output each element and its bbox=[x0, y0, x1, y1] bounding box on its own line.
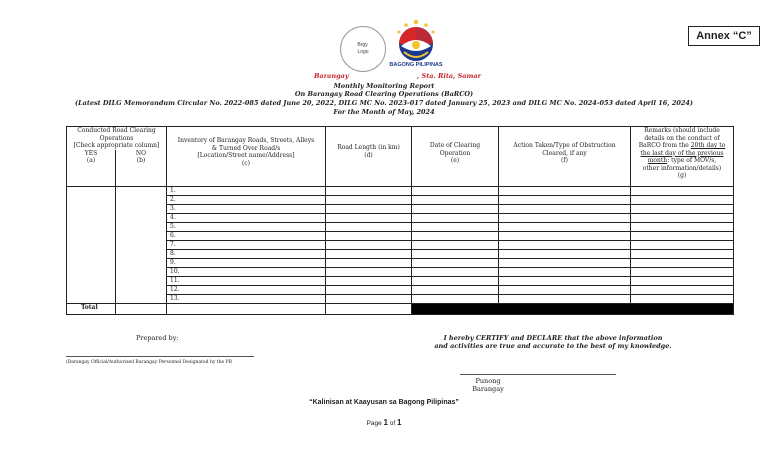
road-length-cell[interactable] bbox=[326, 258, 412, 267]
yes-header: YES (a) bbox=[67, 150, 116, 187]
remarks-cell[interactable] bbox=[631, 285, 734, 294]
remarks-cell[interactable] bbox=[631, 186, 734, 195]
table-row bbox=[67, 204, 734, 213]
report-title: Monthly Monitoring Report bbox=[333, 82, 435, 90]
date-cell[interactable] bbox=[412, 249, 499, 258]
date-cell[interactable] bbox=[412, 294, 499, 303]
barangay-location-line bbox=[280, 72, 520, 81]
remarks-cell[interactable] bbox=[631, 276, 734, 285]
table-row bbox=[67, 231, 734, 240]
no-header: NO (b) bbox=[116, 150, 167, 187]
inventory-cell[interactable]: 6. bbox=[167, 231, 326, 240]
road-length-cell[interactable] bbox=[326, 276, 412, 285]
bagong-pilipinas-wordmark: BAGONG PILIPINAS bbox=[389, 62, 443, 68]
date-cell[interactable] bbox=[412, 186, 499, 195]
total-label: Total bbox=[67, 303, 116, 314]
date-cell[interactable] bbox=[412, 222, 499, 231]
road-length-cell[interactable] bbox=[326, 186, 412, 195]
table-row bbox=[67, 213, 734, 222]
inventory-cell[interactable]: 12. bbox=[167, 285, 326, 294]
road-length-cell[interactable] bbox=[326, 249, 412, 258]
table-total-row bbox=[67, 303, 734, 314]
punong-barangay-label: Punong Barangay bbox=[472, 377, 504, 393]
report-reference: (Latest DILG Memorandum Circular No. 2022-085 dated June 20, 2022, DILG MC No. 2023-017 dated January 25, 2023 and DILG MC No. 2024-053 dated April 16, 2024) bbox=[75, 99, 693, 107]
action-cell[interactable] bbox=[499, 258, 631, 267]
inventory-cell[interactable]: 4. bbox=[167, 213, 326, 222]
action-cell[interactable] bbox=[499, 231, 631, 240]
certification-statement: I hereby CERTIFY and DECLARE that the above information and activities are true and accurate to the best of my knowledge. bbox=[434, 334, 672, 350]
remarks-cell[interactable] bbox=[631, 195, 734, 204]
remarks-cell[interactable] bbox=[631, 240, 734, 249]
road-length-cell[interactable] bbox=[326, 195, 412, 204]
action-cell[interactable] bbox=[499, 267, 631, 276]
report-period: For the Month of May, 2024 bbox=[333, 108, 435, 116]
brgy-logo-text-1: Brgy. bbox=[357, 42, 369, 48]
action-header: Action Taken/Type of Obstruction Cleared, if any (f) bbox=[499, 127, 631, 187]
yes-column-cell[interactable] bbox=[67, 186, 116, 303]
road-length-cell[interactable] bbox=[326, 231, 412, 240]
annex-label: Annex “C” bbox=[688, 26, 760, 46]
table-row bbox=[67, 276, 734, 285]
remarks-cell[interactable] bbox=[631, 249, 734, 258]
action-cell[interactable] bbox=[499, 186, 631, 195]
motto: “Kalinisan at Kaayusan sa Bagong Pilipinas” bbox=[309, 399, 459, 406]
action-cell[interactable] bbox=[499, 294, 631, 303]
date-cell[interactable] bbox=[412, 231, 499, 240]
date-cell[interactable] bbox=[412, 204, 499, 213]
inventory-cell[interactable]: 11. bbox=[167, 276, 326, 285]
report-subtitle: On Barangay Road Clearing Operations (BaRCO) bbox=[294, 90, 474, 98]
inventory-cell[interactable]: 10. bbox=[167, 267, 326, 276]
conducted-header: Conducted Road Clearing Operations [Check appropriate column] bbox=[67, 127, 167, 150]
remarks-cell[interactable] bbox=[631, 204, 734, 213]
action-cell[interactable] bbox=[499, 276, 631, 285]
date-cell[interactable] bbox=[412, 240, 499, 249]
table-header-row bbox=[67, 127, 734, 150]
monitoring-table bbox=[66, 126, 734, 315]
date-cell[interactable] bbox=[412, 258, 499, 267]
remarks-header: Remarks (should include details on the conduct of BaRCO from the 20th day to the last day of the previous month: type of MOV/s, other information/details) (g) bbox=[631, 127, 734, 187]
inventory-cell[interactable]: 1. bbox=[167, 186, 326, 195]
table-row bbox=[67, 249, 734, 258]
inventory-header: Inventory of Barangay Roads, Streets, Alleys & Turned Over Road/s [Location/Street name/Address] (c) bbox=[167, 127, 326, 187]
remarks-cell[interactable] bbox=[631, 267, 734, 276]
table-body bbox=[67, 186, 734, 303]
date-header: Date of Clearing Operation (e) bbox=[412, 127, 499, 187]
date-cell[interactable] bbox=[412, 276, 499, 285]
location-label: , Sta. Rita, Samar bbox=[417, 72, 481, 80]
table-row bbox=[67, 195, 734, 204]
date-cell[interactable] bbox=[412, 213, 499, 222]
inventory-cell[interactable]: 9. bbox=[167, 258, 326, 267]
remarks-cell[interactable] bbox=[631, 258, 734, 267]
no-column-cell[interactable] bbox=[116, 186, 167, 303]
punong-barangay-signature-line bbox=[460, 374, 616, 375]
date-cell[interactable] bbox=[412, 267, 499, 276]
table-row bbox=[67, 222, 734, 231]
inventory-cell[interactable]: 2. bbox=[167, 195, 326, 204]
table-row bbox=[67, 186, 734, 195]
brgy-logo-text-2: Logo bbox=[357, 49, 369, 55]
inventory-cell[interactable]: 3. bbox=[167, 204, 326, 213]
total-inventory-cell[interactable] bbox=[167, 303, 326, 314]
road-length-cell[interactable] bbox=[326, 222, 412, 231]
inventory-cell[interactable]: 8. bbox=[167, 249, 326, 258]
inventory-cell[interactable]: 5. bbox=[167, 222, 326, 231]
table-row bbox=[67, 267, 734, 276]
road-length-cell[interactable] bbox=[326, 213, 412, 222]
table-row bbox=[67, 258, 734, 267]
preparer-caption: (Barangay Official/Authorized Barangay Personnel Designated by the PB bbox=[66, 360, 232, 365]
remarks-cell[interactable] bbox=[631, 231, 734, 240]
action-cell[interactable] bbox=[499, 285, 631, 294]
inventory-cell[interactable]: 7. bbox=[167, 240, 326, 249]
page-number: Page 1 of 1 bbox=[366, 418, 402, 427]
date-cell[interactable] bbox=[412, 285, 499, 294]
total-blacked-out-cell bbox=[412, 303, 734, 314]
action-cell[interactable] bbox=[499, 213, 631, 222]
inventory-cell[interactable]: 13. bbox=[167, 294, 326, 303]
road-length-cell[interactable] bbox=[326, 267, 412, 276]
action-cell[interactable] bbox=[499, 222, 631, 231]
table-row bbox=[67, 285, 734, 294]
road-length-cell[interactable] bbox=[326, 240, 412, 249]
prepared-by-label: Prepared by: bbox=[136, 334, 179, 342]
action-cell[interactable] bbox=[499, 204, 631, 213]
total-no-cell[interactable] bbox=[116, 303, 167, 314]
road-length-cell[interactable] bbox=[326, 285, 412, 294]
road-length-cell[interactable] bbox=[326, 204, 412, 213]
action-cell[interactable] bbox=[499, 195, 631, 204]
action-cell[interactable] bbox=[499, 249, 631, 258]
remarks-cell[interactable] bbox=[631, 222, 734, 231]
road-length-cell[interactable] bbox=[326, 294, 412, 303]
date-cell[interactable] bbox=[412, 195, 499, 204]
remarks-cell[interactable] bbox=[631, 294, 734, 303]
preparer-signature-line bbox=[66, 356, 254, 357]
action-cell[interactable] bbox=[499, 240, 631, 249]
total-road-length-cell[interactable] bbox=[326, 303, 412, 314]
road-length-header: Road Length (in km) (d) bbox=[326, 127, 412, 187]
table-row bbox=[67, 294, 734, 303]
remarks-cell[interactable] bbox=[631, 213, 734, 222]
table-row bbox=[67, 240, 734, 249]
barangay-label: Barangay bbox=[314, 72, 349, 80]
